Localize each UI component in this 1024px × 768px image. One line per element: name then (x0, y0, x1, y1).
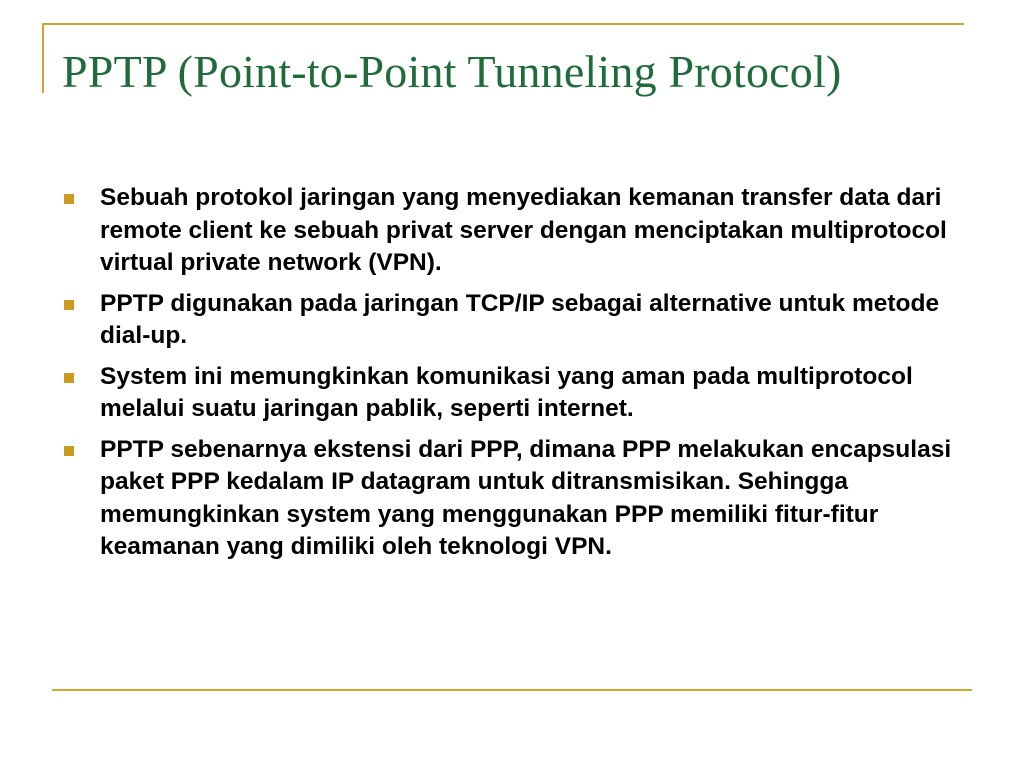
bullet-item (64, 288, 984, 353)
square-bullet-icon (64, 373, 74, 383)
bullet-item (64, 434, 984, 564)
bottom-accent-line (52, 689, 972, 691)
bullet-item (64, 182, 984, 280)
square-bullet-icon (64, 446, 74, 456)
square-bullet-icon (64, 300, 74, 310)
top-accent-line (42, 23, 964, 25)
left-accent-line (42, 23, 44, 93)
bullet-text: PPTP sebenarnya ekstensi dari PPP, dimana PPP melakukan encapsulasi paket PPP kedalam IP datagram untuk ditransmisikan. Sehingga memungkinkan system yang menggunakan PPP memiliki fitur-fitur keamanan yang dimiliki oleh teknologi VPN. (100, 435, 952, 560)
bullet-text: PPTP digunakan pada jaringan TCP/IP sebagai alternative untuk metode dial-up. (100, 289, 940, 349)
square-bullet-icon (64, 194, 74, 204)
bullet-list (64, 182, 984, 572)
bullet-text: System ini memungkinkan komunikasi yang aman pada multiprotocol melalui suatu jaringan pablik, seperti internet. (100, 362, 913, 422)
bullet-item (64, 361, 984, 426)
bullet-text: Sebuah protokol jaringan yang menyediakan kemanan transfer data dari remote client ke sebuah privat server dengan menciptakan multiprotocol virtual private network (VPN). (100, 184, 947, 276)
slide-title: PPTP (Point-to-Point Tunneling Protocol) (62, 46, 842, 97)
